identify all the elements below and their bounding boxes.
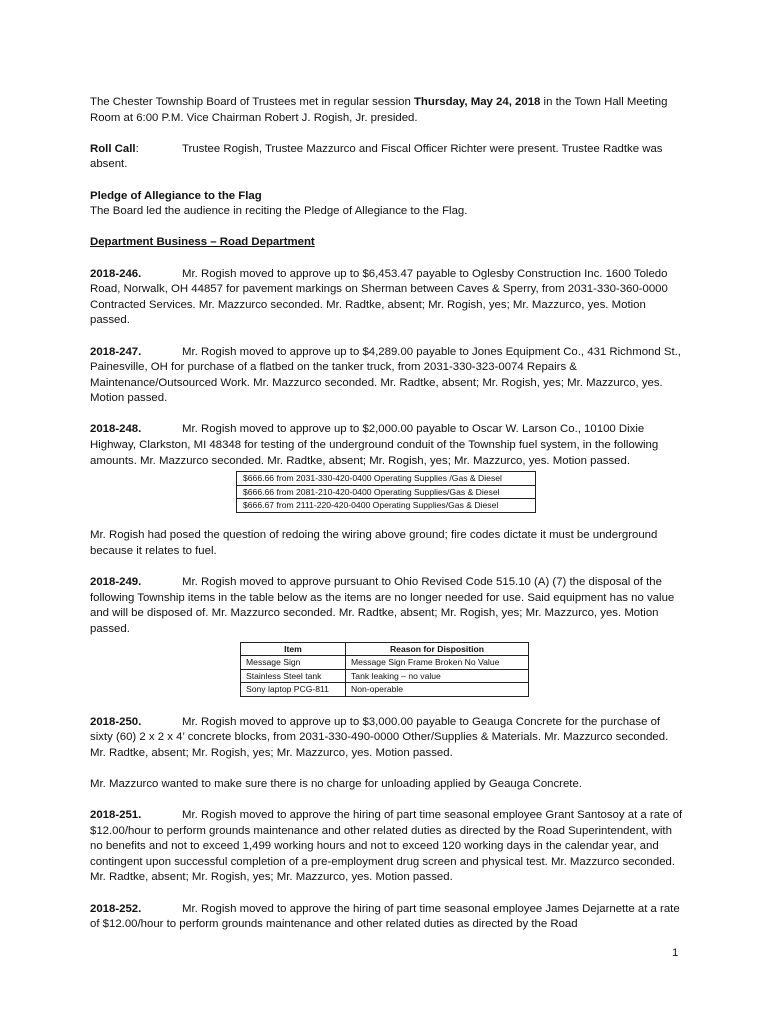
motion-text: Mr. Rogish moved to approve the hiring of part time seasonal employee James Dejarnette at a rate of $12.00/hour to perform grounds maintenance and other related duties as directed by the Road [90, 902, 680, 931]
table-cell: Non-operable [346, 683, 529, 697]
motion-2018-250 [90, 715, 685, 762]
unloading-note [90, 777, 685, 793]
department-heading [90, 235, 685, 251]
motion-text: Mr. Rogish moved to approve up to $3,000.00 payable to Geauga Concrete for the purchase of sixty (60) 2 x 2 x 4’ concrete blocks, from 2031-330-490-0000 Other/Supplies & Materials. Mr. Mazzurco seconded. Mr. Radtke, absent; Mr. Rogish, yes; Mr. Mazzurco, yes. Motion passed. [90, 715, 669, 759]
roll-call-label [90, 142, 182, 158]
table-cell: $666.67 from 2111-220-420-0400 Operating Supplies/Gas & Diesel [237, 499, 536, 513]
document-body [90, 95, 685, 948]
table-cell: $666.66 from 2031-330-420-0400 Operating Supplies /Gas & Diesel [237, 472, 536, 486]
intro-text-end: in the Town Hall Meeting Room at 6:00 P.M. Vice Chairman Robert J. Rogish, Jr. presided. [90, 96, 668, 124]
table-cell: Message Sign [241, 656, 346, 670]
roll-call-paragraph [90, 142, 685, 173]
pledge-paragraph [90, 189, 685, 220]
motion-number: 2018-246. [90, 267, 142, 280]
motion-text: Mr. Rogish moved to approve the hiring of part time seasonal employee Grant Santosoy at a rate of $12.00/hour to perform grounds maintenance and other related duties as directed by the Road Superintendent, with no benefits and not to exceed 1,499 working hours and not to exceed 120 working days in the calendar year, and contingent upon successful completion of a pre-employment drug screen and physical test. Mr. Mazzurco seconded. Mr. Radtke, absent; Mr. Rogish, yes; Mr. Mazzurco, yes. Motion passed. [90, 809, 683, 884]
department-heading-text: Department Business – Road Department [90, 236, 315, 249]
table-cell: Stainless Steel tank [241, 669, 346, 683]
table-row [237, 472, 536, 486]
motion-text: Mr. Rogish moved to approve up to $4,289.00 payable to Jones Equipment Co., 431 Richmond St., Painesville, OH for purchase of a flatbed on the tanker truck, from 2031-330-323-0074 Repairs & Maintenance/Outsourced Work. Mr. Mazzurco seconded. Mr. Radtke, absent; Mr. Rogish, yes; Mr. Mazzurco, yes. Motion passed. [90, 345, 681, 405]
motion-2018-248 [90, 422, 685, 469]
table-row [237, 485, 536, 499]
motion-2018-247 [90, 345, 685, 407]
disposition-table [240, 642, 529, 697]
motion-2018-246 [90, 267, 685, 329]
meeting-date: Thursday, May 24, 2018 [413, 96, 541, 108]
wiring-note-text: Mr. Rogish had posed the question of redoing the wiring above ground; fire codes dictate it must be underground because it relates to fuel. [90, 529, 658, 557]
intro-paragraph [90, 95, 685, 126]
table-row [241, 669, 529, 683]
table-row [237, 499, 536, 513]
table-cell: $666.66 from 2081-210-420-0400 Operating Supplies/Gas & Diesel [237, 485, 536, 499]
fund-allocation-table [236, 471, 536, 513]
table-cell: Tank leaking – no value [346, 669, 529, 683]
motion-number: 2018-252. [90, 902, 142, 915]
motion-number: 2018-250. [90, 715, 142, 728]
table-cell: Message Sign Frame Broken No Value [346, 656, 529, 670]
table-header-row [241, 642, 529, 656]
unloading-note-text: Mr. Mazzurco wanted to make sure there is no charge for unloading applied by Geauga Concrete. [90, 777, 582, 790]
motion-2018-252 [90, 902, 685, 933]
roll-call-label-text: Roll Call [90, 142, 136, 155]
roll-call-text: Trustee Rogish, Trustee Mazzurco and Fiscal Officer Richter were present. Trustee Radtke was absent. [90, 142, 663, 171]
motion-number: 2018-247. [90, 345, 142, 358]
motion-number: 2018-248. [90, 423, 142, 436]
column-header-item: Item [241, 642, 346, 656]
wiring-note [90, 528, 685, 559]
table-row [241, 656, 529, 670]
column-header-reason: Reason for Disposition [346, 642, 529, 656]
motion-number: 2018-251. [90, 809, 142, 822]
pledge-text: The Board led the audience in reciting the Pledge of Allegiance to the Flag. [90, 205, 468, 218]
roll-call-colon: : [135, 142, 139, 155]
pledge-heading: Pledge of Allegiance to the Flag [90, 189, 262, 202]
intro-text: The Chester Township Board of Trustees met in regular session [90, 96, 414, 108]
table-row [241, 683, 529, 697]
motion-text: Mr. Rogish moved to approve up to $6,453.47 payable to Oglesby Construction Inc. 1600 Toledo Road, Norwalk, OH 44857 for pavement markings on Sherman between Caves & Sperry, from 2031-330-360-0000 Contracted Services. Mr. Mazzurco seconded. Mr. Radtke, absent; Mr. Rogish, yes; Mr. Mazzurco, yes. Motion passed. [90, 267, 668, 327]
motion-2018-249 [90, 575, 685, 637]
motion-text: Mr. Rogish moved to approve up to $2,000.00 payable to Oscar W. Larson Co., 10100 Dixie Highway, Clarkston, MI 48348 for testing of the underground conduit of the Township fuel system, in the following amounts. Mr. Mazzurco seconded. Mr. Radtke, absent; Mr. Rogish, yes; Mr. Mazzurco, yes. Motion passed. [90, 423, 659, 467]
motion-number: 2018-249. [90, 576, 142, 589]
page-number: 1 [672, 947, 679, 959]
motion-2018-251 [90, 808, 685, 886]
motion-text: Mr. Rogish moved to approve pursuant to Ohio Revised Code 515.10 (A) (7) the disposal of the following Township items in the table below as the items are no longer needed for use. Said equipment has no value and will be disposed of. Mr. Mazzurco seconded. Mr. Radtke, absent; Mr. Rogish, yes; Mr. Mazzurco, yes. Motion passed. [90, 576, 675, 635]
table-cell: Sony laptop PCG-811 [241, 683, 346, 697]
